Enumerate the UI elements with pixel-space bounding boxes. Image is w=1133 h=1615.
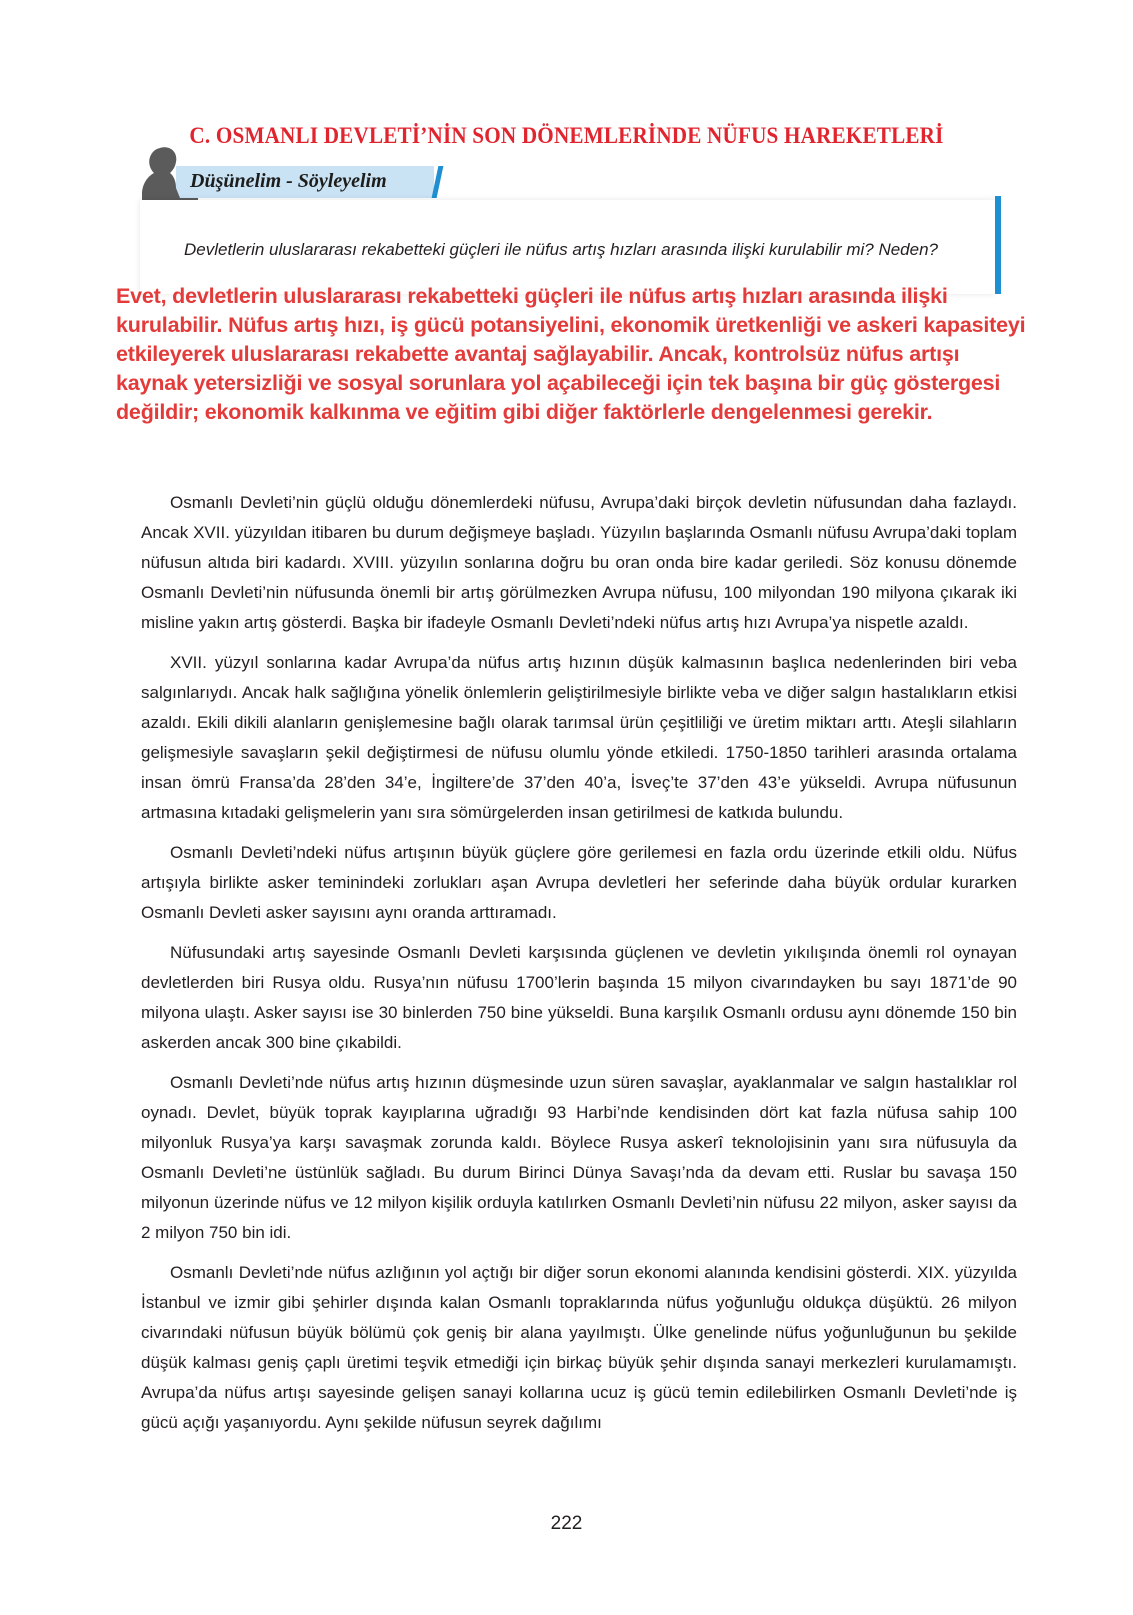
accent-slash — [432, 166, 444, 198]
answer-text: Evet, devletlerin uluslararası rekabetteki güçleri ile nüfus artış hızları arasında ilişki kurulabilir. Nüfus artış hızı, iş gücü potansiyelini, ekonomik üretkenliği ve askeri kapasiteyi etkileyerek uluslararası rekabette avantaj sağlayabilir. Ancak, kontrolsüz nüfus artışı kaynak yetersizliği ve sosyal sorunlara yol açabileceği için tek başına bir güç göstergesi değildir; ekonomik kalkınma ve eğitim gibi diğer faktörlerle dengelenmesi gerekir. — [116, 284, 1026, 424]
paragraph: Osmanlı Devleti’nin güçlü olduğu dönemlerdeki nüfusu, Avrupa’daki birçok devletin nüfusundan daha fazlaydı. Ancak XVII. yüzyıldan itibaren bu durum değişmeye başladı. Yüzyılın başlarında Osmanlı nüfusu Avrupa’daki toplam nüfusun altıda biri kadardı. XVIII. yüzyılın sonlarına doğru bu oran onda bire kadar geriledi. Söz konusu dönemde Osmanlı Devleti’nin nüfusunda önemli bir artış görülmezken Avrupa nüfusu, 100 milyondan 190 milyona çıkarak iki misline yakın artış gösterdi. Başka bir ifadeyle Osmanlı Devleti’ndeki nüfus artış hızı Avrupa’ya nispetle azaldı. — [141, 493, 1017, 632]
section-title: C. OSMANLI DEVLETİ’NİN SON DÖNEMLERİNDE NÜFUS HAREKETLERİ — [189, 123, 944, 149]
question-accent-bar — [995, 196, 1001, 294]
question-box — [140, 200, 995, 294]
paragraph: Osmanlı Devleti’nde nüfus artış hızının düşmesinde uzun süren savaşlar, ayaklanmalar ve salgın hastalıklar rol oynadı. Devlet, büyük toprak kayıplarına uğradığı 93 Harbi’nde kendisinden dört kat fazla nüfusa sahip 100 milyonluk Rusya’ya karşı savaşmak zorunda kaldı. Böylece Rusya askerî teknolojisinin yanı sıra nüfusuyla da Osmanlı Devleti’ne üstünlük sağladı. Bu durum Birinci Dünya Savaşı’nda da devam etti. Ruslar bu savaşa 150 milyonun üzerinde nüfus ve 12 milyon kişilik orduyla katılırken Osmanlı Devleti’nin nüfusu 22 milyon, asker sayısı da 2 milyon 750 bin idi. — [141, 1073, 1017, 1242]
thinking-activity-box — [140, 146, 1010, 292]
paragraph: Osmanlı Devleti’nde nüfus azlığının yol açtığı bir diğer sorun ekonomi alanında kendisini gösterdi. XIX. yüzyılda İstanbul ve izmir gibi şehirler dışında kalan Osmanlı topraklarında nüfus yoğunluğu oldukça düşüktü. 26 milyon civarındaki nüfusun büyük bölümü çok geniş bir alana yayılmıştı. Ülke genelinde nüfus yoğunluğunun bu şekilde düşük kalması geniş çaplı üretimi teşvik etmediği için birkaç büyük şehir dışında sanayi merkezleri kurulamamıştı. Avrupa’da nüfus artışı sayesinde gelişen sanayi kollarına ucuz iş gücü temin edilebilirken Osmanlı Devleti’nde iş gücü açığı yaşanıyordu. Aynı şekilde nüfusun seyrek dağılımı — [141, 1263, 1017, 1432]
thinking-person-silhouette-icon — [140, 146, 200, 208]
paragraph: XVII. yüzyıl sonlarına kadar Avrupa’da nüfus artış hızının düşük kalmasının başlıca nedenlerinden biri veba salgınlarıydı. Ancak halk sağlığına yönelik önlemlerin geliştirilmesiyle birlikte veba ve diğer salgın hastalıkların etkisi azaldı. Ekili dikili alanların genişlemesine bağlı olarak tarımsal ürün çeşitliliği ve üretim miktarı arttı. Ateşli silahların gelişmesiyle savaşların şekil değiştirmesi de nüfusu olumlu yönde etkiledi. 1750-1850 tarihleri arasında ortalama insan ömrü Fransa’da 28’den 34’e, İngiltere’de 37’den 40’a, İsveç’te 37’den 43’e yükseldi. Avrupa nüfusunun artmasına kıtadaki gelişmelerin yanı sıra sömürgelerden insan getirilmesi de katkıda bulundu. — [141, 653, 1017, 822]
body-text — [141, 488, 1017, 1448]
page-number: 222 — [550, 1513, 583, 1534]
paragraph: Osmanlı Devleti’ndeki nüfus artışının büyük güçlere göre gerilemesi en fazla ordu üzerinde etkili oldu. Nüfus artışıyla birlikte asker teminindeki zorlukları aşan Avrupa devletleri her seferinde daha büyük ordular kurarken Osmanlı Devleti asker sayısını aynı oranda arttıramadı. — [141, 843, 1017, 922]
activity-question: Devletlerin uluslararası rekabetteki güçleri ile nüfus artış hızları arasında ilişki kurulabilir mi? Neden? — [184, 240, 939, 259]
activity-tag — [176, 166, 434, 198]
paragraph: Nüfusundaki artış sayesinde Osmanlı Devleti karşısında güçlenen ve devletin yıkılışında önemli rol oynayan devletlerden biri Rusya oldu. Rusya’nın nüfusu 1700’lerin başında 15 milyon civarındayken bu sayı 1871’de 90 milyona ulaştı. Asker sayısı ise 30 binlerden 750 bine yükseldi. Buna karşılık Osmanlı ordusu aynı dönemde 150 bin askerden ancak 300 bine çıkabildi. — [141, 943, 1017, 1052]
activity-label: Düşünelim - Söyleyelim — [190, 170, 387, 192]
